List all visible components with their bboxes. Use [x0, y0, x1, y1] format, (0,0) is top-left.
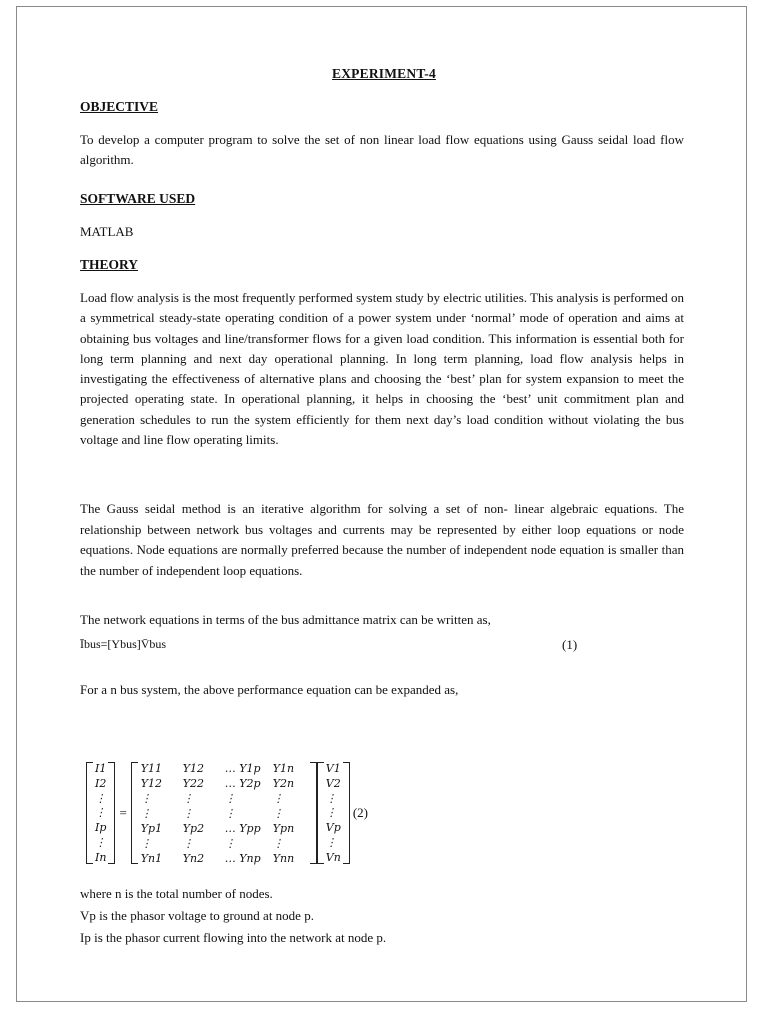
matrix-cell: ⋮ — [224, 807, 236, 820]
vector-entry: Vn — [325, 850, 341, 864]
vector-entry: In — [95, 850, 107, 864]
theory-paragraph-2: The Gauss seidal method is an iterative algorithm for solving a set of non- linear algebraic equations. The relationship between network bus voltages and currents may be represented by either loop equations or node equations. Node equations are normally preferred because the number of independent node equation is smaller than the number of independent loop equations. — [80, 501, 684, 578]
software-heading: SOFTWARE USED — [80, 191, 196, 206]
matrix-cell: ⋮ — [140, 837, 152, 850]
matrix-equation — [86, 762, 368, 864]
equation-2-number: (2) — [352, 805, 368, 820]
matrix-cell: Yp2 — [182, 822, 205, 835]
matrix-cell: Y1n — [272, 762, 295, 775]
matrix-cell: … Y2p — [224, 777, 261, 790]
matrix-cell: Y11 — [140, 762, 163, 775]
matrix-cell: … Ynp — [224, 852, 261, 865]
matrix-cell: Y22 — [182, 777, 205, 790]
where-line: where n is the total number of nodes. — [80, 886, 273, 901]
matrix-cell: … Ypp — [224, 822, 261, 835]
vector-entry: I1 — [95, 762, 107, 775]
right-bracket — [310, 762, 317, 864]
current-vector — [93, 762, 108, 864]
ip-definition: Ip is the phasor current flowing into the network at node p. — [80, 930, 387, 945]
matrix-cell: ⋮ — [272, 792, 284, 805]
vector-entry: V2 — [325, 776, 341, 790]
vector-entry: ⋮ — [325, 806, 337, 820]
vector-entry: ⋮ — [95, 836, 106, 850]
matrix-cell: Yn1 — [140, 852, 163, 865]
matrix-cell: Yp1 — [140, 822, 163, 835]
vector-entry: I2 — [95, 776, 107, 790]
vector-entry: ⋮ — [325, 836, 337, 850]
matrix-cell: Y12 — [182, 762, 205, 775]
theory-heading: THEORY — [80, 257, 139, 272]
right-bracket — [108, 762, 115, 864]
matrix-cell: ⋮ — [140, 807, 152, 820]
left-bracket — [131, 762, 138, 864]
matrix-cell: ⋮ — [182, 792, 194, 805]
right-bracket — [343, 762, 350, 864]
vector-entry: ⋮ — [95, 806, 106, 820]
matrix-cell: ⋮ — [272, 837, 284, 850]
voltage-vector — [324, 762, 343, 864]
matrix-cell: Y2n — [272, 777, 295, 790]
theory-paragraph-1: Load flow analysis is the most frequently performed system study by electric utilities. This analysis is performed on a symmetrical steady-state operating condition of a power system under ‘normal’ mode of operation and aims at obtaining bus voltages and line/transformer flows for a given load condition. This information is essential both for long term planning and next day operational planning. In long term planning, load flow analysis helps in investigating the effectiveness of alternative plans and choosing the ‘best’ plan for system expansion to meet the projected operating state. In operational planning, it helps in choosing the ‘best’ unit commitment plan and generation schedules to run the system efficiently for them next day’s load condition without violating the bus voltage and line flow operating limits. — [80, 290, 684, 448]
vector-entry: ⋮ — [325, 791, 337, 805]
equation-1-number: (1) — [562, 637, 578, 652]
vector-entry: V1 — [325, 762, 341, 775]
objective-text: To develop a computer program to solve the set of non linear load flow equations using Gauss seidal load flow algorithm. — [80, 132, 684, 167]
matrix-cell: ⋮ — [224, 792, 236, 805]
matrix-cell: … Y1p — [224, 762, 261, 775]
admittance-matrix — [138, 762, 310, 864]
matrix-cell: ⋮ — [182, 837, 194, 850]
matrix-cell: Ypn — [272, 822, 295, 835]
matrix-cell: ⋮ — [140, 792, 152, 805]
vector-entry: ⋮ — [95, 791, 106, 805]
page-title: EXPERIMENT-4 — [332, 66, 436, 81]
matrix-cell: Ynn — [272, 852, 295, 865]
software-text: MATLAB — [80, 224, 134, 239]
objective-heading: OBJECTIVE — [80, 99, 159, 114]
network-equation-line: The network equations in terms of the bus admittance matrix can be written as, — [80, 612, 491, 627]
equation-1: Ībus=[Ybus]V̄bus — [80, 637, 167, 651]
matrix-cell: Y12 — [140, 777, 163, 790]
matrix-cell: Yn2 — [182, 852, 205, 865]
matrix-cell: ⋮ — [224, 837, 236, 850]
vector-entry: Ip — [95, 821, 107, 835]
vector-entry: Vp — [325, 821, 341, 835]
left-bracket — [86, 762, 93, 864]
left-bracket — [317, 762, 324, 864]
expand-line: For a n bus system, the above performance equation can be expanded as, — [80, 682, 459, 697]
equals-sign: = — [119, 805, 127, 820]
matrix-cell: ⋮ — [182, 807, 194, 820]
vp-definition: Vp is the phasor voltage to ground at node p. — [80, 908, 314, 923]
matrix-cell: ⋮ — [272, 807, 284, 820]
